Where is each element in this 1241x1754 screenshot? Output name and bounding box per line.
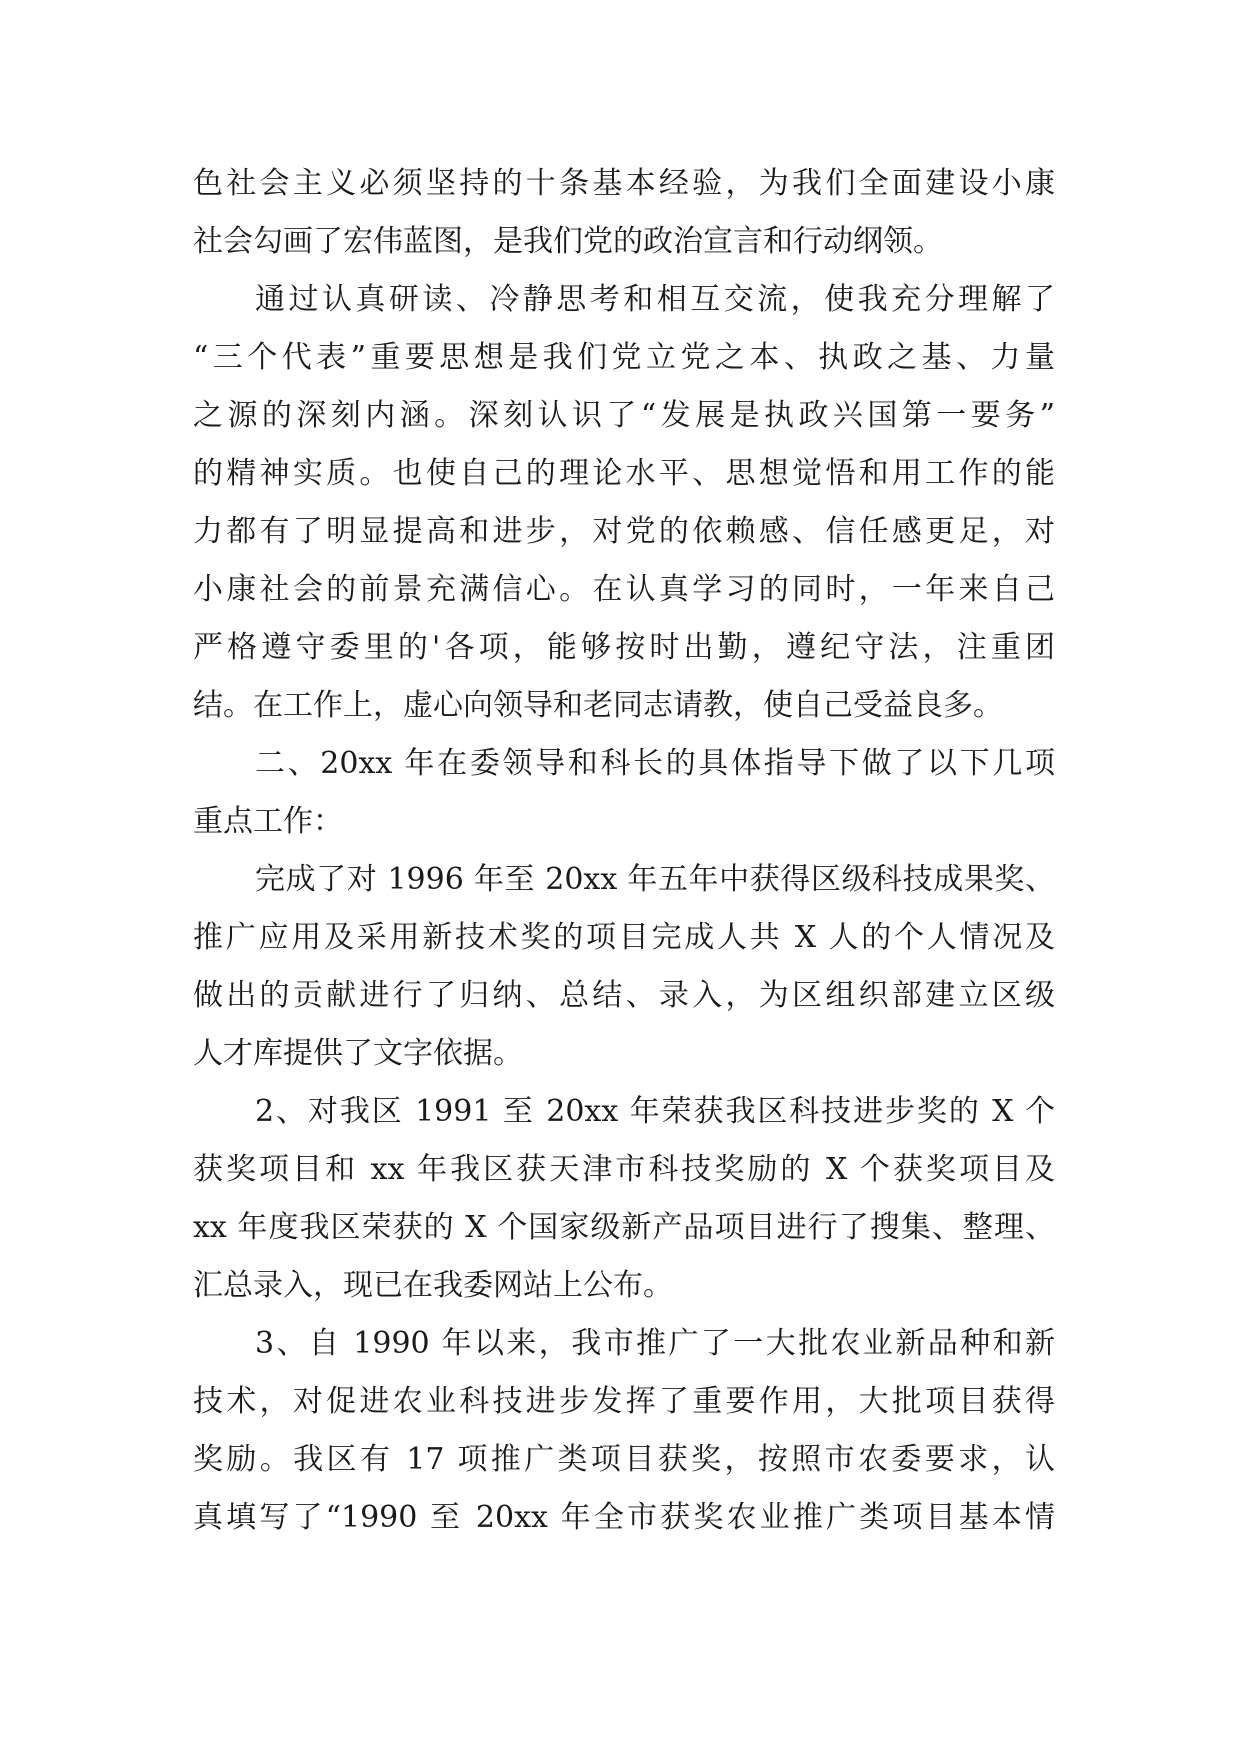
text-line: 结。在工作上，虚心向领导和老同志请教，使自己受益良多。 <box>193 688 1003 723</box>
text-line: 之源的深刻内涵。深刻认识了“发展是执政兴国第一要务” <box>193 398 1055 433</box>
text-line: 完成了对 1996 年至 20xx 年五年中获得区级科技成果奖、 <box>255 862 1055 897</box>
text-line: xx 年度我区荣获的 X 个国家级新产品项目进行了搜集、整理、 <box>193 1210 1055 1245</box>
text-line: 真填写了“1990 至 20xx 年全市获奖农业推广类项目基本情 <box>193 1500 1055 1535</box>
text-line: 2、对我区 1991 至 20xx 年荣获我区科技进步奖的 X 个 <box>255 1094 1055 1129</box>
text-line: 获奖项目和 xx 年我区获天津市科技奖励的 X 个获奖项目及 <box>193 1152 1055 1187</box>
text-line: 推广应用及采用新技术奖的项目完成人共 X 人的个人情况及 <box>193 920 1055 955</box>
document-body <box>193 155 1055 1547</box>
text-line: 3、自 1990 年以来，我市推广了一大批农业新品种和新 <box>255 1326 1055 1361</box>
text-line: 人才库提供了文字依据。 <box>193 1036 523 1071</box>
text-line: 汇总录入，现已在我委网站上公布。 <box>193 1268 673 1303</box>
text-line: 重点工作： <box>193 804 343 839</box>
text-line: 色社会主义必须坚持的十条基本经验，为我们全面建设小康 <box>193 166 1055 201</box>
text-line: 小康社会的前景充满信心。在认真学习的同时，一年来自己 <box>193 572 1055 607</box>
text-line: 力都有了明显提高和进步，对党的依赖感、信任感更足，对 <box>193 514 1055 549</box>
text-line: 严格遵守委里的'各项，能够按时出勤，遵纪守法，注重团 <box>193 630 1055 665</box>
text-line: “三个代表”重要思想是我们党立党之本、执政之基、力量 <box>193 340 1055 375</box>
text-line: 做出的贡献进行了归纳、总结、录入，为区组织部建立区级 <box>193 978 1055 1013</box>
text-line: 通过认真研读、冷静思考和相互交流，使我充分理解了 <box>255 282 1055 317</box>
text-line: 的精神实质。也使自己的理论水平、思想觉悟和用工作的能 <box>193 456 1055 491</box>
text-line: 社会勾画了宏伟蓝图，是我们党的政治宣言和行动纲领。 <box>193 224 943 259</box>
text-line: 奖励。我区有 17 项推广类项目获奖，按照市农委要求，认 <box>193 1442 1055 1477</box>
text-line: 技术，对促进农业科技进步发挥了重要作用，大批项目获得 <box>193 1384 1055 1419</box>
text-line: 二、20xx 年在委领导和科长的具体指导下做了以下几项 <box>255 746 1055 781</box>
